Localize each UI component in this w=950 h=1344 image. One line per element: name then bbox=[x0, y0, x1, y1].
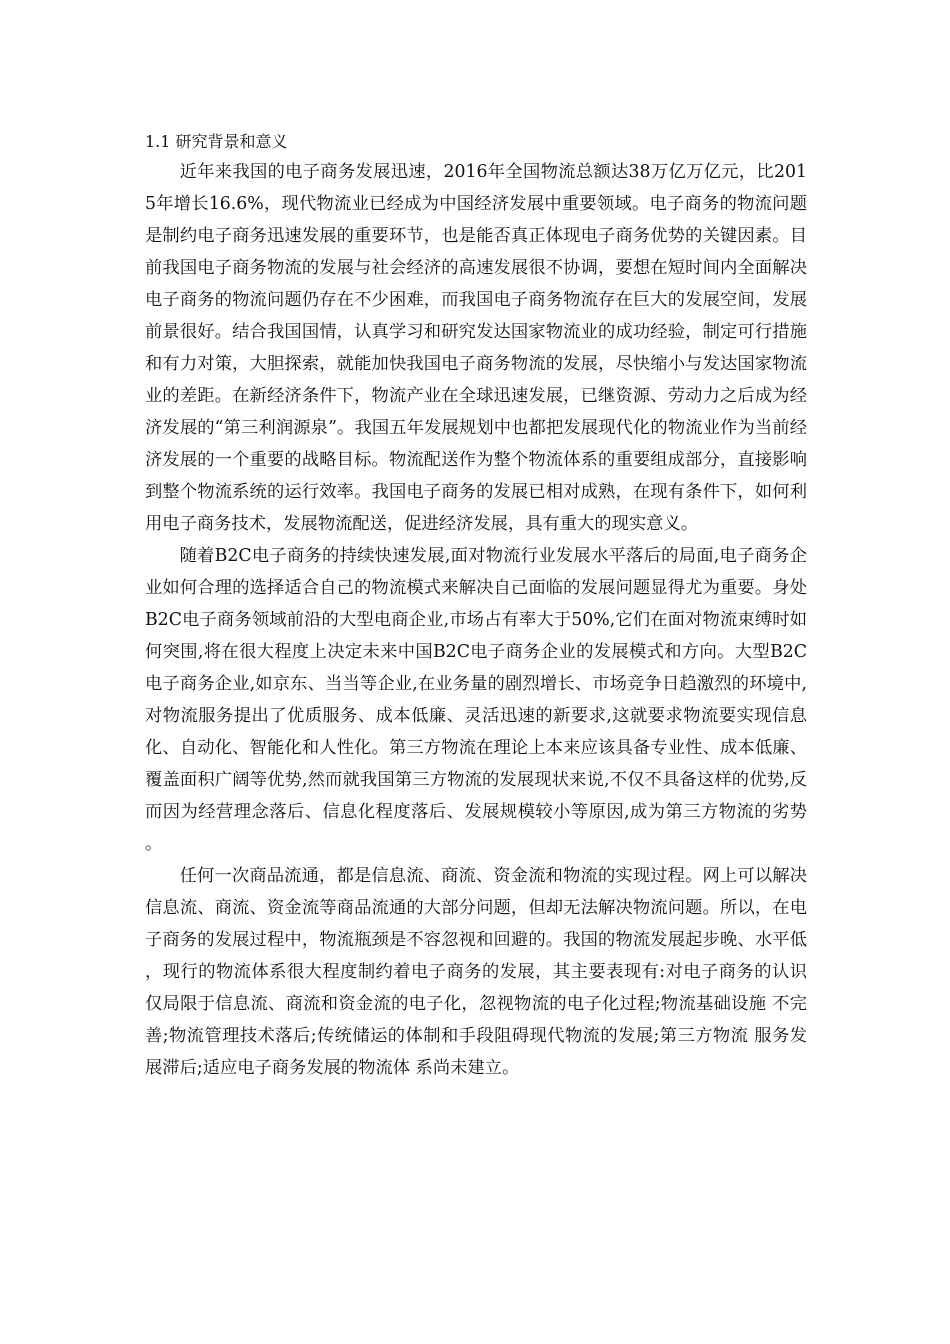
section-heading: 1.1 研究背景和意义 bbox=[145, 132, 288, 151]
document-page bbox=[145, 128, 807, 1084]
paragraph-background: 近年来我国的电子商务发展迅速，2016年全国物流总额达38万亿万亿元，比2015年增长16.6%，现代物流业已经成为中国经济发展中重要领域。电子商务的物流问题是制约电子商务迅速发展的重要环节，也是能否真正体现电子商务优势的关键因素。目前我国电子商务物流的发展与社会经济的高速发展很不协调，要想在短时间内全面解决电子商务的物流问题仍存在不少困难，而我国电子商务物流存在巨大的发展空间，发展前景很好。结合我国国情，认真学习和研究发达国家物流业的成功经验，制定可行措施和有力对策，大胆探索，就能加快我国电子商务物流的发展，尽快缩小与发达国家物流业的差距。在新经济条件下，物流产业在全球迅速发展，已继资源、劳动力之后成为经济发展的“第三利润源泉”。我国五年发展规划中也都把发展现代化的物流业作为当前经济发展的一个重要的战略目标。物流配送作为整个物流体系的重要组成部分，直接影响到整个物流系统的运行效率。我国电子商务的发展已相对成熟，在现有条件下，如何利用电子商务技术，发展物流配送，促进经济发展，具有重大的现实意义。 bbox=[145, 162, 807, 534]
paragraph-commodity-circulation: 任何一次商品流通，都是信息流、商流、资金流和物流的实现过程。网上可以解决信息流、商流、资金流等商品流通的大部分问题，但却无法解决物流问题。所以，在电子商务的发展过程中，物流瓶颈是不容忽视和回避的。我国的物流发展起步晚、水平低，现行的物流体系很大程度制约着电子商务的发展，其主要表现有:对电子商务的认识仅局限于信息流、商流和资金流的电子化，忽视物流的电子化过程;物流基础设施 不完善;物流管理技术落后;传统储运的体制和手段阻碍现代物流的发展;第三方物流 服务发展滞后;适应电子商务发展的物流体 系尚未建立。 bbox=[145, 866, 807, 1078]
paragraph-b2c-logistics: 随着B2C电子商务的持续快速发展,面对物流行业发展水平落后的局面,电子商务企业如何合理的选择适合自己的物流模式来解决自己面临的发展问题显得尤为重要。身处B2C电子商务领域前沿的大型电商企业,市场占有率大于50%,它们在面对物流束缚时如何突围,将在很大程度上决定未来中国B2C电子商务企业的发展模式和方向。大型B2C电子商务企业,如京东、当当等企业,在业务量的剧烈增长、市场竞争日趋激烈的环境中,对物流服务提出了优质服务、成本低廉、灵活迅速的新要求,这就要求物流要实现信息化、自动化、智能化和人性化。第三方物流在理论上本来应该具备专业性、成本低廉、覆盖面积广阔等优势,然而就我国第三方物流的发展现状来说,不仅不具备这样的优势,反而因为经营理念落后、信息化程度落后、发展规模较小等原因,成为第三方物流的劣势。 bbox=[145, 546, 807, 854]
